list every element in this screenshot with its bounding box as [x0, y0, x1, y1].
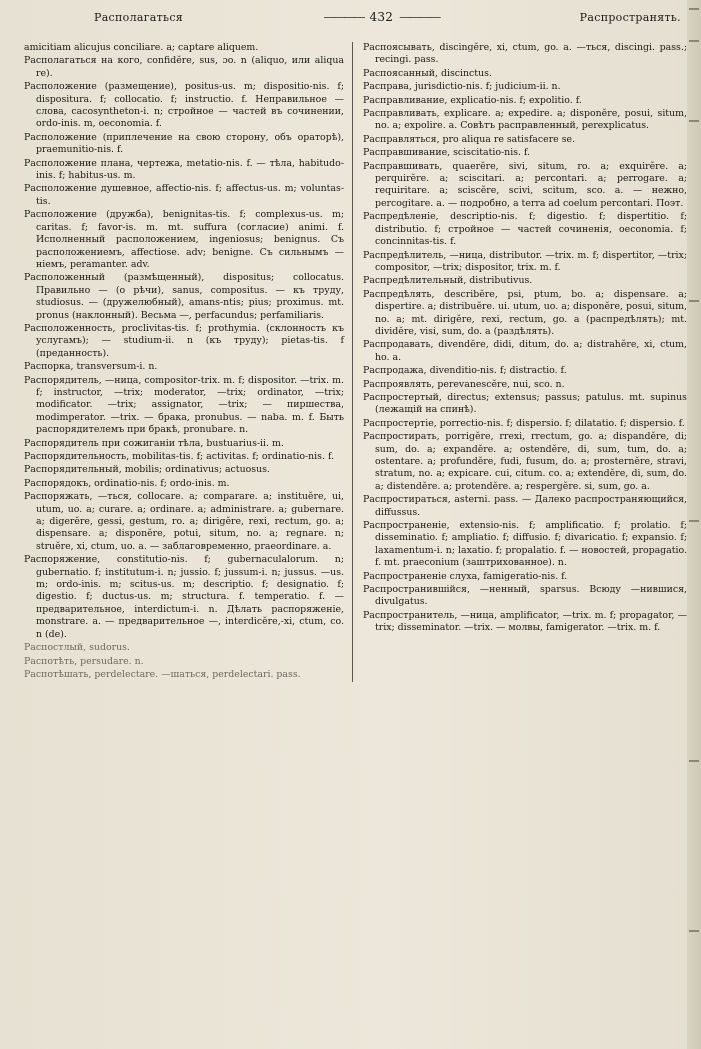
- dictionary-entry: Распростертіе, porrectio-nis. f; dispersio. f; dilatatio. f; dispersio. f.: [363, 417, 685, 429]
- dictionary-entry: Распоясывать, discingĕre, xi, ctum, go. a. —ться, discingi. pass.; recingi. pass.: [363, 42, 687, 66]
- dictionary-entry: amicitiam alicujus conciliare. a; captare aliquem.: [24, 42, 259, 53]
- columns: [24, 42, 687, 682]
- dictionary-entry: Распроявлять, perevanescĕre, nui, sco. n.: [363, 378, 565, 390]
- dictionary-entry: Распредѣлять, describĕre, psi, ptum, bo. a; dispensare. a; dispertire. a; distribuĕre. ui. utum, uo. a; disponĕre, posui, situm, no. a; mt. dirigĕre, rexi, rectum, go. a (распредѣлять); mt. dividĕre, visi, sum, do. a (раздѣлять).: [363, 288, 687, 337]
- dictionary-entry: Распоряжать, —ться, collocare. a; comparare. a; instituĕre, ui, utum, uo. a; curare. a; ordinare. a; administrare. a; gubernare. a; digerĕre, gessi, gestum, ro. a; dirigĕre, rexi, rectum, go. a; dispensare. a; disponĕre, potui, situm, no. a; regnare. n; struĕre, xi, ctum, uo. a. — заблаговременно, praeordinare. a.: [24, 491, 344, 552]
- dictionary-entry: Распростирать, porrigĕre, rrexi, rrectum, go. a; dispandĕre, di; sum, do. a; expandĕre. a; ostendĕre, di, sum, tum, do. a; ostentare. a; profundĕre, fudi, fusum, do. a; prosternĕre, stravi, stratum, no. a; expicare. cui, citum. co. a; extendĕre, di, sum, do. a; distendĕre. a; protendĕre. a; respergĕre. si, sum, go. a.: [363, 431, 687, 492]
- dictionary-entry: Расправа, jurisdictio-nis. f; judicium-ii. n.: [363, 81, 561, 93]
- dictionary-entry: Распорядитель, —ница, compositor-trix. m. f; dispositor. —trix. m. f; instructor, —trix; moderator, —trix; ordinator, —trix; modificator. —trix; assignator, —trix; — пиршества, modimperator. —trix. — брака, pronubus. — naba. m. f. Быть распорядителемъ при бракѣ, pronubare. n.: [24, 374, 344, 436]
- dictionary-entry: Распоясанный, discinctus.: [363, 67, 492, 79]
- header-left-guideword: Располагаться: [94, 11, 184, 24]
- header-right-guideword: Распространять.: [579, 11, 681, 24]
- dictionary-entry: Расположение (дружба), benignitas-tis. f; complexus-us. m; caritas. f; favor-is. m. mt. suffura (согласие) animi. f. Исполненный расположением, ingeniosus; benignus. Съ расположениемъ, affectiose. adv; benigne. Съ сильнымъ —ніемъ, peramanter. adv.: [24, 209, 344, 270]
- dictionary-entry: Расположение (размещение), positus-us. m; dispositio-nis. f; dispositura. f; collocatio. f; instructio. f. Неправильное — слова, cacosyntheton-i. n; стройное — частей въ сочинении, ordo-inis. m, oeconomia. f.: [24, 81, 344, 130]
- left-column: [24, 42, 352, 682]
- dictionary-entry: Расположенность, proclivitas-tis. f; prothymia. (склонность къ услугамъ); — studium-ii. n (къ труду); pietas-tis. f (преданность).: [24, 322, 344, 359]
- dictionary-entry: Распространеніе слуха, famigeratio-nis. f.: [363, 570, 568, 582]
- dictionary-entry: Расправливать, explicare. a; expedire. a; disponĕre, posui, situm, no. a; expolire. a. Совѣтъ расправленный, perexplicatus.: [363, 108, 687, 132]
- dictionary-entry: Распростираться, asterni. pass. — Далеко распространяющийся, diffussus.: [363, 494, 687, 518]
- dictionary-entry: Расправшивать, quaerĕre, sivi, situm, ro. a; exquirĕre. a; perquirĕre. a; sciscitari. a; percontari. a; perrogare. a; requiritare. a; sciscĕre, scivi, scitum, sco. a. — нежно, percogitare. a. — подробно, a terra ad coelum percontari. Поэт.: [363, 160, 687, 209]
- dictionary-entry: Распредѣлительный, distributivus.: [363, 275, 533, 287]
- dictionary-entry: Распорядительность, mobilitas-tis. f; activitas. f; ordinatio-nis. f.: [24, 451, 335, 462]
- dictionary-entry: Расположение (приплечение на свою сторону, объ ораторѣ), praemunitio-nis. f.: [24, 131, 344, 156]
- dictionary-entry: Распоряжение, constitutio-nis. f; gubernaculalorum. n; gubernatio. f; institutum-i. n; jussio. f; jussum-i. n; jussus. —us. m; ordo-inis. m; scitus-us. m; descriptio. f; designatio. f; digestio. f; ductus-us. m; structura. f. temperatio. f. — предварительное, interdictum-i. n. Дѣлать распоряженіе, monstrare. a. — предварительное —, interdicĕre,-xi, ctum, co. n (de).: [24, 554, 344, 640]
- dictionary-entry: Расположенный (размѣщенный), dispositus; collocatus. Правильно — (о рѣчи), sanus, compositus. — къ труду, studiosus. — (дружелюбный), amans-ntis; pius; proximus. mt. pronus (наклонный). Весьма —, perfacundus; perfamiliaris.: [24, 272, 344, 321]
- right-column: [352, 42, 687, 682]
- dictionary-entry: Расправляться, pro aliqua re satisfacere se.: [363, 133, 576, 145]
- dictionary-entry: Распространившійся, —ненный, sparsus. Всюду —нившися, divulgatus.: [363, 584, 687, 608]
- dictionary-entry: Распорка, transversum-i. n.: [24, 361, 158, 373]
- dictionary-entry: Распростертый, directus; extensus; passus; patulus. mt. supinus (лежащій на спинѣ).: [363, 391, 687, 416]
- dictionary-entry: Распредѣлитель, —ница, distributor. —trix. m. f; dispertitor, —trix; compositor, —trix; dispositor, trix. m. f.: [363, 249, 687, 273]
- dictionary-entry: Распространитель, —ница, amplificator, —trix. m. f; propagator, —trix; disseminator. —trix. — молвы, famigerator. —trix. m. f.: [363, 609, 687, 634]
- dictionary-entry: Распорядительный, mobilis; ordinativus; actuosus.: [24, 464, 270, 476]
- dictionary-entry: Распространеніе, extensio-nis. f; amplificatio. f; prolatio. f; disseminatio. f; ampliatio. f; diffusio. f; divaricatio. f; expansio. f; laxamentum-i. n; laxatio. f; propalatio. f. — новостей, propagatio. f. mt. praeconium (заштрихованное). n.: [363, 520, 687, 569]
- dictionary-entry: Расправливание, explicatio-nis. f; expolitio. f.: [363, 94, 582, 106]
- page-edge: [687, 0, 701, 1049]
- dictionary-entry: Распотѣшать, perdelectare. —шаться, perdelectari. pass.: [24, 668, 301, 680]
- dictionary-entry: Расположение душевное, affectio-nis. f; affectus-us. m; voluntas-tis.: [24, 183, 344, 207]
- dictionary-entry: Распорядитель при сожиганіи тѣла, bustuarius-ii. m.: [24, 437, 284, 449]
- page-header: [24, 10, 687, 32]
- dictionary-entry: Распостлый, sudorus.: [24, 642, 130, 654]
- dictionary-entry: Распредѣленіе, descriptio-nis. f; digestio. f; dispertitio. f; distributio. f; стройное — частей сочиненія, oeconomia. f; concinnitas-tis. f.: [363, 211, 687, 248]
- page-number: ———— 432 ————: [317, 10, 445, 24]
- dictionary-entry: Расположение плана, чертежа, metatio-nis. f. — тѣла, habitudo-inis. f; habitus-us. m.: [24, 157, 344, 182]
- dictionary-entry: Распродажа, divenditio-nis. f; distractio. f.: [363, 365, 567, 377]
- dictionary-entry: Расправшивание, sciscitatio-nis. f.: [363, 147, 531, 159]
- dictionary-entry: Распорядокъ, ordinatio-nis. f; ordo-inis. m.: [24, 477, 230, 489]
- dictionary-entry: Распотѣть, persudare. n.: [24, 655, 144, 667]
- dictionary-entry: Располагаться на кого, confidĕre, sus, ɔo. n (aliquo, или aliqua re).: [24, 55, 344, 79]
- dictionary-entry: Распродавать, divendĕre, didi, ditum, do. a; distrahĕre, xi, ctum, ho. a.: [363, 339, 687, 363]
